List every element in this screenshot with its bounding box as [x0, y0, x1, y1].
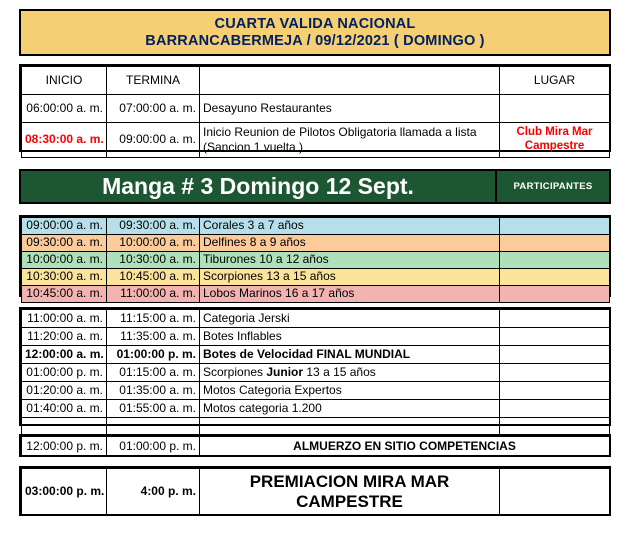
event-title-line1: CUARTA VALIDA NACIONAL	[214, 16, 416, 33]
row-description: Tiburones 10 a 12 años	[200, 252, 500, 269]
row-place	[500, 95, 610, 123]
row-start-time: 10:00:00 a. m.	[22, 252, 107, 269]
desc-suffix: 13 a 15 años	[303, 364, 376, 379]
row-description: Motos categoria 1.200	[200, 400, 500, 418]
award-start-time: 03:00:00 p. m.	[22, 469, 107, 516]
row-participants	[500, 269, 610, 286]
lunch-description: ALMUERZO EN SITIO COMPETENCIAS	[200, 437, 610, 457]
desc-prefix: Scorpiones	[203, 364, 267, 379]
row-start-time: 06:00:00 a. m.	[22, 95, 107, 123]
row-participants	[500, 382, 610, 400]
row-description: Scorpiones 13 a 15 años	[200, 269, 500, 286]
table-row	[22, 218, 610, 235]
row-start-time: 01:20:00 a. m.	[22, 382, 107, 400]
lunch-start-time: 12:00:00 p. m.	[22, 437, 107, 457]
row-participants	[500, 235, 610, 252]
table-row	[22, 437, 610, 457]
table-row	[22, 252, 610, 269]
row-end-time: 01:15:00 a. m.	[107, 364, 200, 382]
event-title-banner	[19, 9, 611, 56]
row-participants	[500, 252, 610, 269]
row-start-time: 01:00:00 p. m.	[22, 364, 107, 382]
table-header-row	[22, 67, 610, 95]
row-start-time: 09:30:00 a. m.	[22, 235, 107, 252]
lunch-row-table	[19, 434, 611, 457]
row-start-time: 09:00:00 a. m.	[22, 218, 107, 235]
row-end-time: 01:35:00 a. m.	[107, 382, 200, 400]
row-description: Motos Categoria Expertos	[200, 382, 500, 400]
row-participants	[500, 218, 610, 235]
award-row-table	[19, 466, 611, 516]
table-row	[22, 269, 610, 286]
row-end-time: 09:30:00 a. m.	[107, 218, 200, 235]
row-description: Lobos Marinos 16 a 17 años	[200, 286, 500, 303]
top-schedule-table	[19, 64, 611, 152]
table-row-empty	[22, 418, 610, 436]
races-table	[19, 307, 611, 426]
row-participants	[500, 286, 610, 303]
table-row	[22, 346, 610, 364]
participantes-header: PARTICIPANTES	[497, 171, 609, 202]
table-row	[22, 95, 610, 123]
row-end-time: 10:00:00 a. m.	[107, 235, 200, 252]
award-description	[200, 469, 500, 516]
lunch-end-time: 01:00:00 p. m.	[107, 437, 200, 457]
row-start-time: 12:00:00 a. m.	[22, 346, 107, 364]
event-title-line2: BARRANCABERMEJA / 09/12/2021 ( DOMINGO )	[145, 32, 485, 49]
row-start-time-highlighted: 08:30:00 a. m.	[22, 123, 107, 158]
row-start-time: 11:00:00 a. m.	[22, 310, 107, 328]
desc-emphasis: Junior	[266, 364, 304, 379]
row-place-text: Club Mira Mar Campestre	[516, 126, 593, 152]
row-place	[500, 123, 610, 158]
row-description: Inicio Reunion de Pilotos Obligatoria llamada a lista (Sancion 1 vuelta )	[200, 123, 500, 158]
row-description: Corales 3 a 7 años	[200, 218, 500, 235]
row-end-time: 11:00:00 a. m.	[107, 286, 200, 303]
award-line1: PREMIACION MIRA MAR	[249, 471, 450, 491]
row-end-time: 11:35:00 a. m.	[107, 328, 200, 346]
row-participants	[500, 400, 610, 418]
row-start-time: 10:45:00 a. m.	[22, 286, 107, 303]
manga-title: Manga # 3 Domingo 12 Sept.	[21, 171, 497, 202]
manga-section-banner	[19, 169, 611, 204]
row-participants	[500, 310, 610, 328]
row-participants	[500, 328, 610, 346]
row-end-time: 09:00:00 a. m.	[107, 123, 200, 158]
row-start-time: 01:40:00 a. m.	[22, 400, 107, 418]
table-row	[22, 235, 610, 252]
header-inicio: INICIO	[22, 67, 107, 95]
row-description: Categoria Jerski	[200, 310, 500, 328]
award-line2: CAMPESTRE	[296, 492, 403, 511]
row-start-time: 11:20:00 a. m.	[22, 328, 107, 346]
header-lugar: LUGAR	[500, 67, 610, 95]
row-end-time: 10:30:00 a. m.	[107, 252, 200, 269]
row-end-time: 10:45:00 a. m.	[107, 269, 200, 286]
table-row	[22, 382, 610, 400]
row-start-time	[22, 418, 107, 436]
row-description: Botes Inflables	[200, 328, 500, 346]
award-end-time: 4:00 p. m.	[107, 469, 200, 516]
row-description: Delfines 8 a 9 años	[200, 235, 500, 252]
table-row	[22, 469, 610, 516]
row-participants	[500, 418, 610, 436]
categories-table	[19, 215, 611, 301]
header-descripcion	[200, 67, 500, 95]
row-participants	[500, 346, 610, 364]
table-row	[22, 310, 610, 328]
table-row	[22, 328, 610, 346]
award-participants	[500, 469, 610, 516]
table-row	[22, 286, 610, 303]
row-description: Botes de Velocidad FINAL MUNDIAL	[200, 346, 500, 364]
table-row	[22, 400, 610, 418]
row-start-time: 10:30:00 a. m.	[22, 269, 107, 286]
row-end-time: 01:55:00 a. m.	[107, 400, 200, 418]
row-description	[200, 364, 500, 382]
table-row	[22, 123, 610, 158]
header-termina: TERMINA	[107, 67, 200, 95]
row-end-time: 11:15:00 a. m.	[107, 310, 200, 328]
row-description: Desayuno Restaurantes	[200, 95, 500, 123]
row-description	[200, 418, 500, 436]
row-end-time: 07:00:00 a. m.	[107, 95, 200, 123]
row-end-time	[107, 418, 200, 436]
table-row	[22, 364, 610, 382]
row-participants	[500, 364, 610, 382]
row-end-time: 01:00:00 p. m.	[107, 346, 200, 364]
